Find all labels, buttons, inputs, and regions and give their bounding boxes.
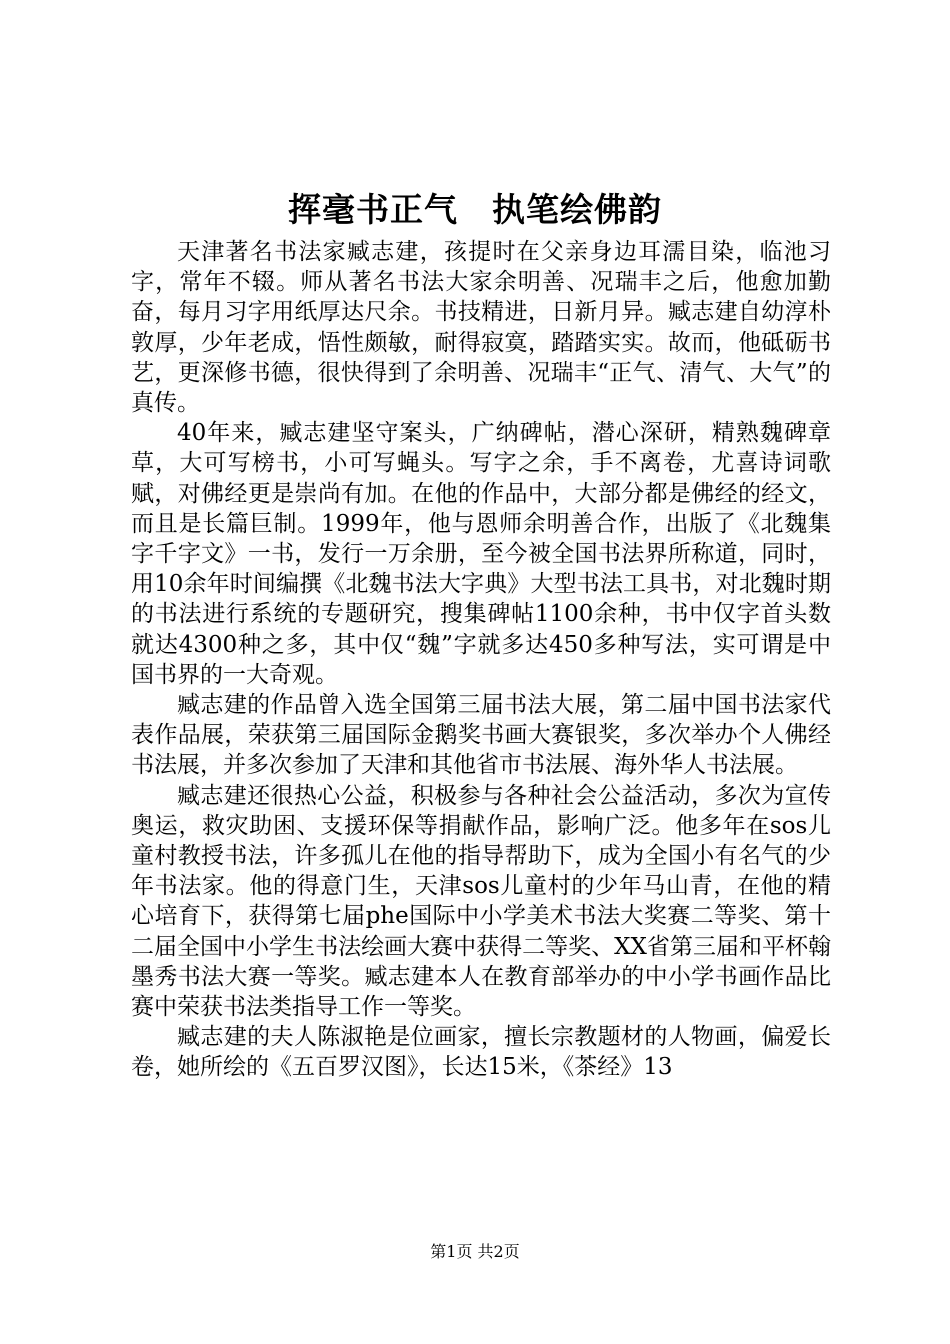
paragraph-3: 臧志建的作品曾入选全国第三届书法大展，第二届中国书法家代表作品展，荣获第三届国际金鹅奖书画大赛银奖，多次举办个人佛经书法展，并多次参加了天津和其他省市书法展、海外华人书法展。 bbox=[131, 692, 831, 779]
paragraph-5: 臧志建的夫人陈淑艳是位画家，擅长宗教题材的人物画，偏爱长卷，她所绘的《五百罗汉图》，长达15米，《茶经》13 bbox=[131, 1024, 831, 1081]
paragraph-1: 天津著名书法家臧志建，孩提时在父亲身边耳濡目染，临池习字，常年不辍。师从著名书法大家余明善、况瑞丰之后，他愈加勤奋，每月习字用纸厚达尺余。书技精进，日新月异。臧志建自幼淳朴敦厚，少年老成，悟性颇敏，耐得寂寞，踏踏实实。故而，他砥砺书艺，更深修书德，很快得到了余明善、况瑞丰“正气、清气、大气”的真传。 bbox=[131, 239, 831, 417]
document-title: 挥毫书正气 执笔绘佛韵 bbox=[288, 190, 662, 229]
document-body bbox=[131, 237, 831, 1083]
paragraph-4: 臧志建还很热心公益，积极参与各种社会公益活动，多次为宣传奥运，救灾助困、支援环保等捐献作品，影响广泛。他多年在sos儿童村教授书法，许多孤儿在他的指导帮助下，成为全国小有名气的少年书法家。他的得意门生，天津sos儿童村的少年马山青，在他的精心培育下，获得第七届phe国际中小学美术书法大奖赛二等奖、第十二届全国中小学生书法绘画大赛中获得二等奖、XX省第三届和平杯翰墨秀书法大赛一等奖。臧志建本人在教育部举办的中小学书画作品比赛中荣获书法类指导工作一等奖。 bbox=[131, 782, 831, 1021]
page-footer: 第1页 共2页 bbox=[430, 1242, 520, 1261]
paragraph-2: 40年来，臧志建坚守案头，广纳碑帖，潜心深研，精熟魏碑章草，大可写榜书，小可写蝇头。写字之余，手不离卷，尤喜诗词歌赋，对佛经更是崇尚有加。在他的作品中，大部分都是佛经的经文，而且是长篇巨制。1999年，他与恩师余明善合作，出版了《北魏集字千字文》一书，发行一万余册，至今被全国书法界所称道，同时，用10余年时间编撰《北魏书法大字典》大型书法工具书，对北魏时期的书法进行系统的专题研究，搜集碑帖1100余种，书中仅字首头数就达4300种之多，其中仅“魏”字就多达450多种写法，实可谓是中国书界的一大奇观。 bbox=[131, 420, 831, 688]
